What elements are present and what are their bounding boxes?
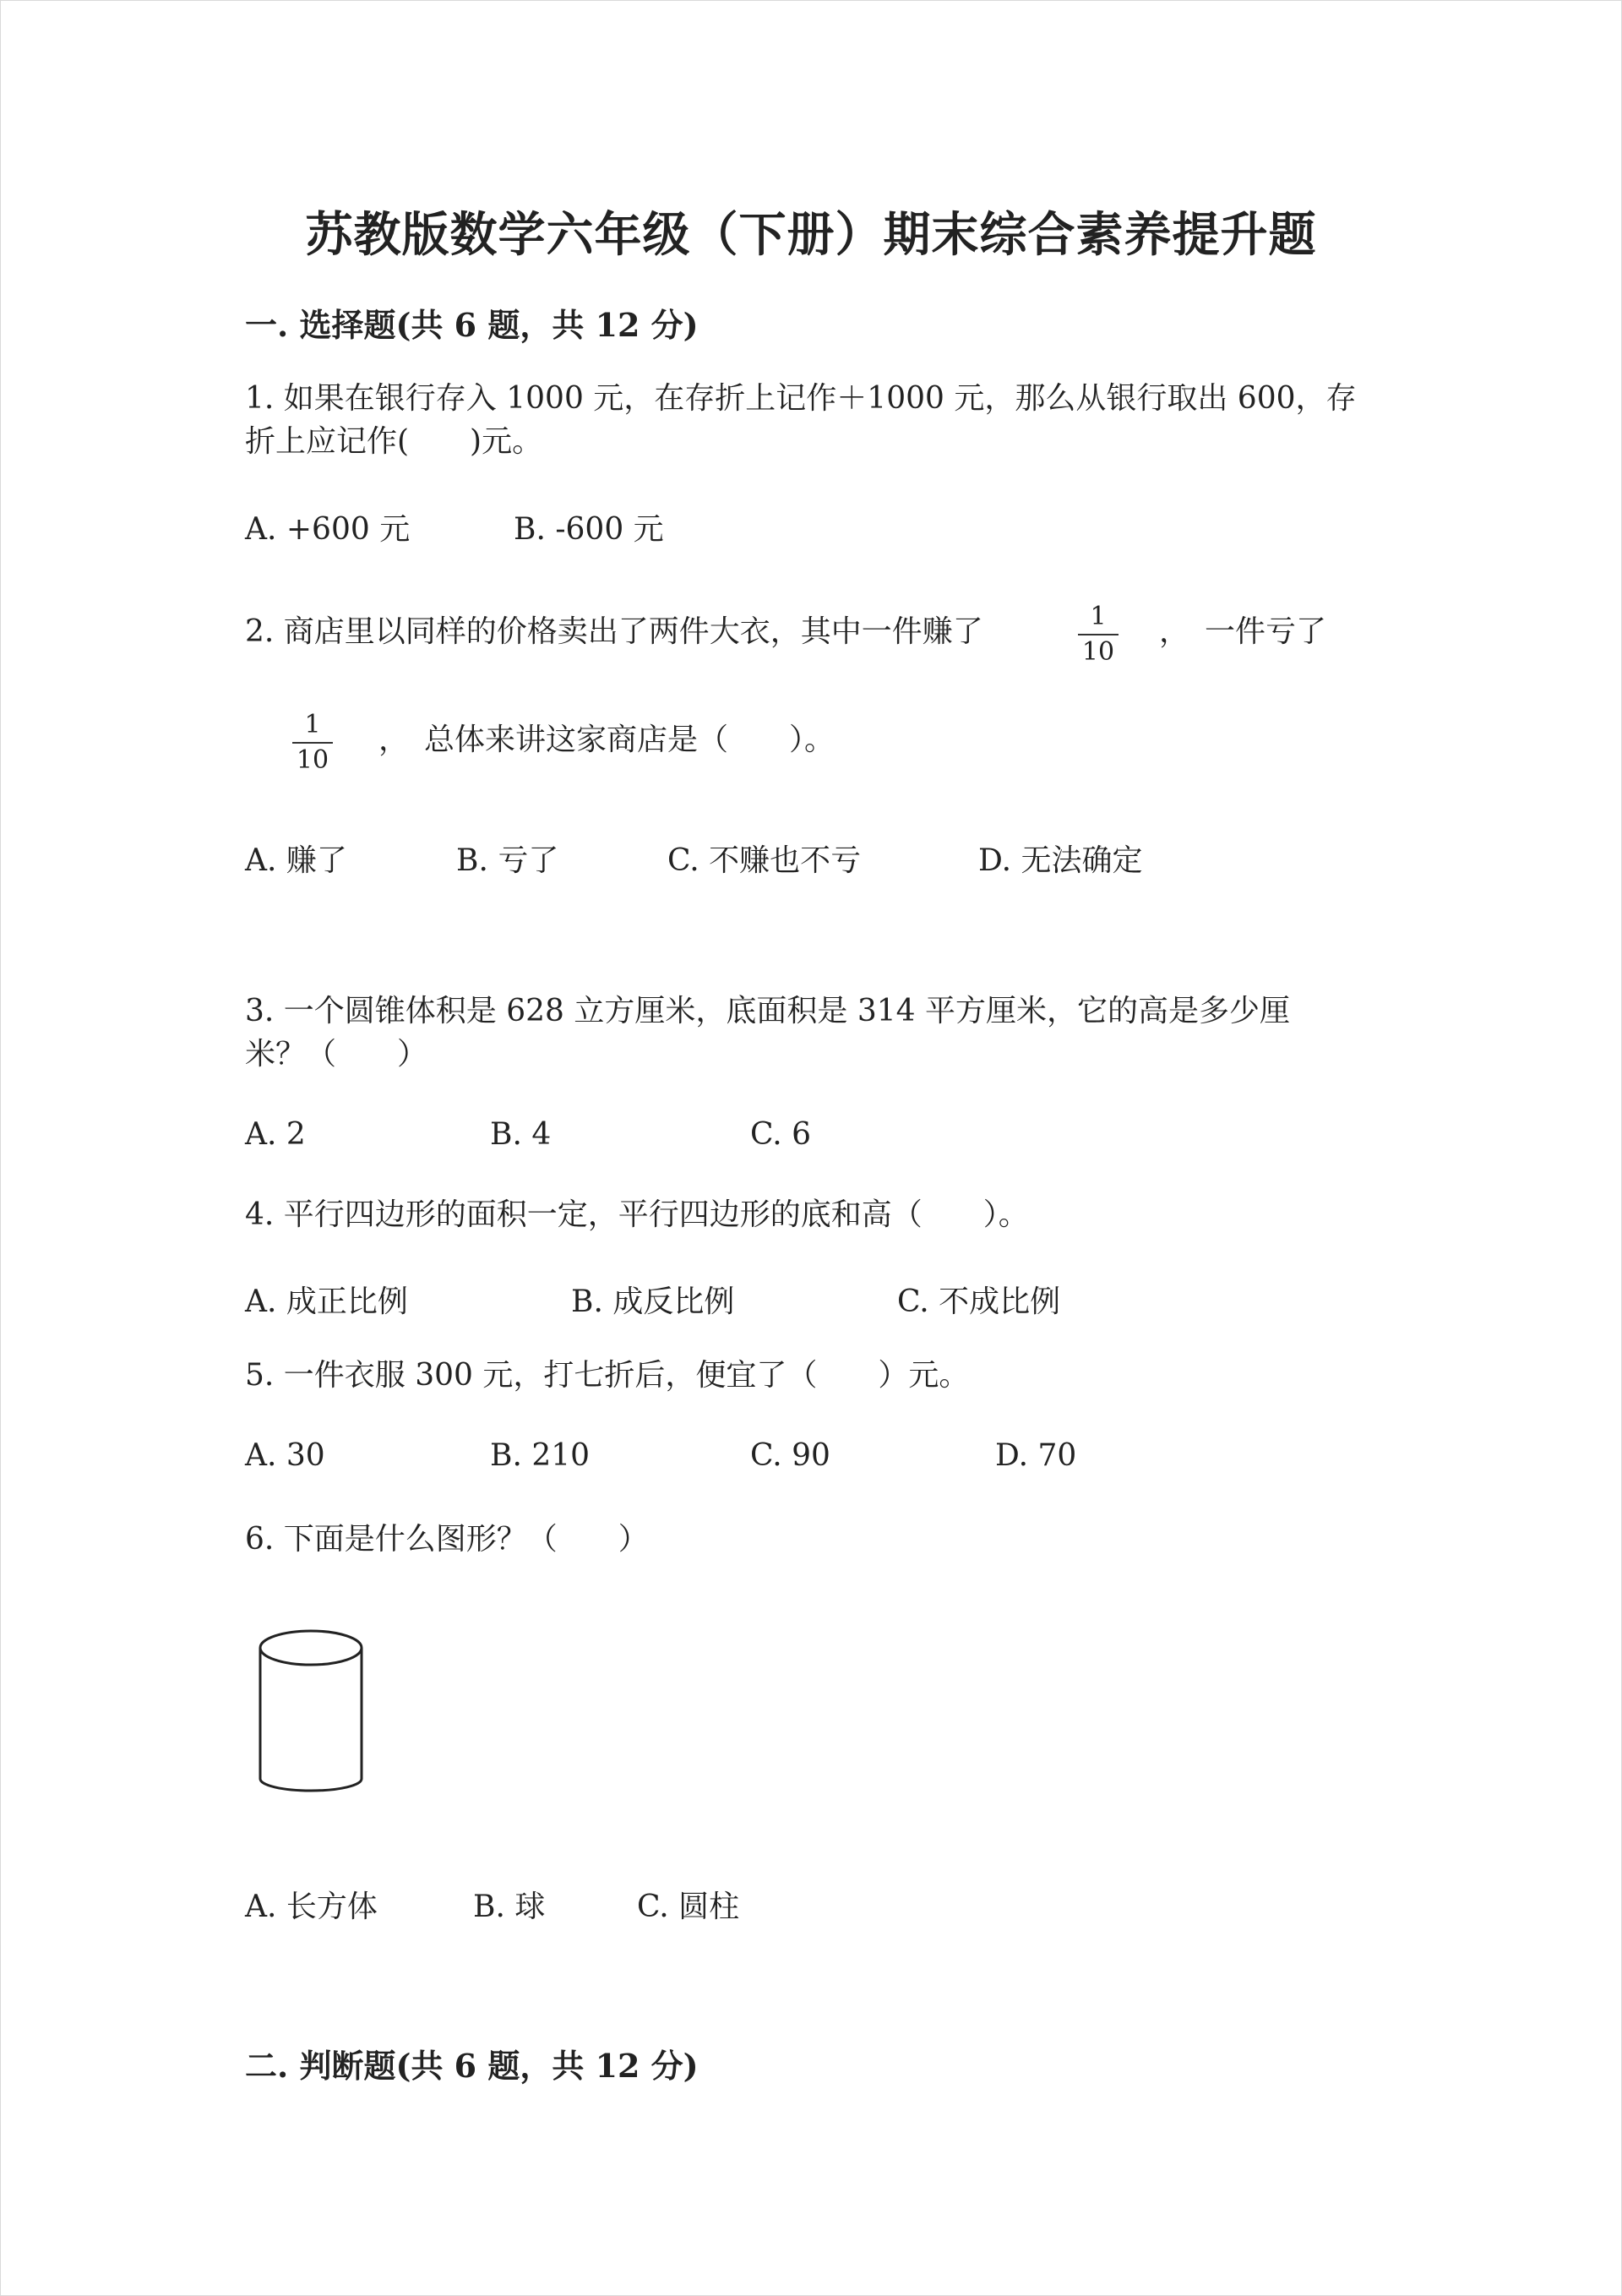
question-1-option-a: A. +600 元 <box>245 512 411 547</box>
question-1-line-2: 折上应记作( )元。 <box>245 424 543 459</box>
question-2-line-1: 2. 商店里以同样的价格卖出了两件大衣，其中一件赚了 <box>245 614 983 649</box>
question-2-option-b: B. 亏了 <box>456 843 559 878</box>
question-6-line-1: 6. 下面是什么图形？（ ） <box>245 1522 649 1557</box>
question-5-option-b: B. 210 <box>490 1438 591 1473</box>
question-3-option-c: C. 6 <box>750 1117 812 1152</box>
page-title: 苏教版数学六年级（下册）期末综合素养提升题 <box>305 207 1317 263</box>
question-5-line-1: 5. 一件衣服 300 元，打七折后，便宜了（ ）元。 <box>245 1358 970 1393</box>
question-6-option-b: B. 球 <box>473 1890 546 1924</box>
question-2-option-a: A. 赚了 <box>245 843 347 878</box>
question-4-option-c: C. 不成比例 <box>897 1284 1061 1319</box>
question-3-option-b: B. 4 <box>490 1117 552 1152</box>
fraction-1-numerator: 1 <box>1090 602 1107 631</box>
question-5-option-d: D. 70 <box>995 1438 1077 1473</box>
question-5-option-a: A. 30 <box>245 1438 325 1473</box>
fraction-one-tenth-1 <box>1073 603 1124 667</box>
question-4-option-a: A. 成正比例 <box>245 1284 408 1319</box>
fraction-2-denominator: 10 <box>296 745 329 775</box>
question-2-option-c: C. 不赚也不亏 <box>667 843 862 878</box>
fraction-one-tenth-2 <box>287 711 338 775</box>
fraction-2-numerator: 1 <box>304 710 321 739</box>
question-1-line-1: 1. 如果在银行存入 1000 元，在存折上记作＋1000 元，那么从银行取出 600，存 <box>245 381 1357 416</box>
question-6-option-c: C. 圆柱 <box>637 1890 740 1924</box>
question-2-line-1-tail: ， 一件亏了 <box>1159 614 1327 649</box>
question-6-option-a: A. 长方体 <box>245 1890 378 1924</box>
question-2-line-2: ， 总体来讲这家商店是（ ）。 <box>378 723 835 757</box>
fraction-1-bar <box>1078 634 1119 635</box>
section-heading-judgement: 二. 判断题(共 6 题，共 12 分) <box>245 2047 699 2085</box>
question-4-line-1: 4. 平行四边形的面积一定，平行四边形的底和高（ ）。 <box>245 1197 1029 1232</box>
question-1-option-b: B. -600 元 <box>514 512 664 547</box>
question-3-line-1: 3. 一个圆锥体积是 628 立方厘米，底面积是 314 平方厘米，它的高是多少厘 <box>245 994 1290 1028</box>
fraction-2-bar <box>292 742 333 744</box>
section-heading-choice: 一. 选择题(共 6 题，共 12 分) <box>245 306 699 344</box>
cylinder-figure-icon <box>253 1627 372 1796</box>
question-4-option-b: B. 成反比例 <box>571 1284 735 1319</box>
question-2-option-d: D. 无法确定 <box>978 843 1143 878</box>
question-3-option-a: A. 2 <box>245 1117 306 1152</box>
question-3-line-2: 米？（ ） <box>245 1037 428 1072</box>
fraction-1-denominator: 10 <box>1081 637 1115 667</box>
question-5-option-c: C. 90 <box>750 1438 830 1473</box>
